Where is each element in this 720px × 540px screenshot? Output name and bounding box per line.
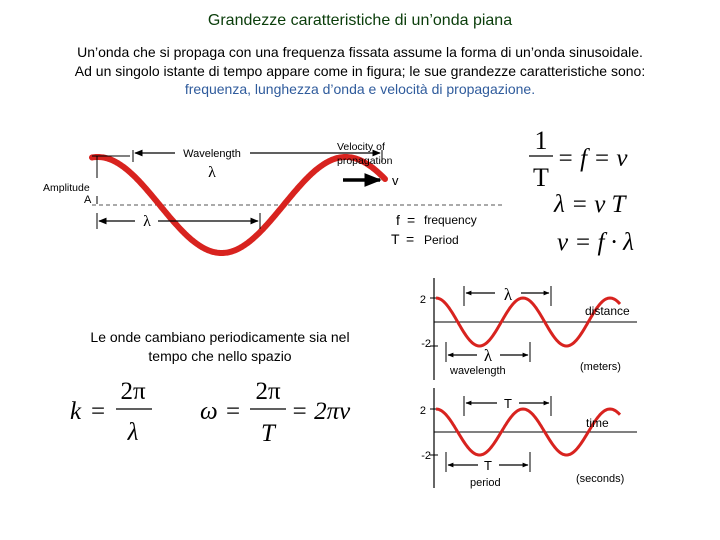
k-formula [70, 378, 152, 446]
time-t-bottom: T [484, 458, 492, 473]
space-axis-label: distance [585, 304, 630, 318]
t-equals: = [406, 231, 415, 247]
omega-denominator: T [261, 420, 275, 447]
space-y-top: 2 [419, 294, 426, 306]
omega-symbol: ω [200, 398, 218, 425]
amplitude-symbol: A [84, 194, 92, 206]
omega-numerator: 2π [255, 378, 281, 405]
formula-1-numerator: 1 [534, 126, 548, 155]
space-under-label: wavelength [450, 365, 506, 377]
wavelength-label: Wavelength [183, 148, 241, 160]
f-equals: = [407, 212, 416, 228]
t-symbol: T [391, 231, 400, 247]
time-plot [420, 388, 637, 489]
space-lambda-top: λ [503, 285, 513, 304]
formula-1-rest: = f = ν [557, 145, 628, 172]
formula-2: λ = v T [554, 191, 626, 218]
omega-rest: = 2πν [291, 398, 351, 425]
lambda-symbol-2: λ [143, 213, 151, 230]
k-symbol: k [70, 398, 82, 425]
velocity-label-2: propagation [337, 155, 393, 167]
t-text: Period [424, 233, 459, 247]
omega-equals: = [226, 398, 241, 425]
time-axis-label: time [586, 416, 609, 430]
f-text: frequency [424, 213, 477, 227]
omega-formula [200, 378, 351, 447]
amplitude-label: Amplitude [43, 182, 90, 194]
f-symbol: f [396, 212, 400, 228]
k-denominator: λ [127, 419, 139, 446]
k-numerator: 2π [120, 378, 146, 405]
velocity-symbol: v [392, 173, 399, 188]
formula-3: v = f · λ [557, 229, 634, 256]
caption-line-2: tempo che nello spazio [148, 348, 292, 364]
space-y-bottom: -2 [421, 338, 431, 350]
space-lambda-bottom: λ [483, 346, 493, 365]
time-y-top: 2 [419, 405, 426, 417]
k-equals: = [91, 398, 106, 425]
intro-line-2: Ad un singolo istante di tempo appare come in figura; le sue grandezze caratteristiche sono: [74, 62, 646, 79]
intro-line-1: Un’onda che si propaga con una frequenza fissata assume la forma di un’onda sinusoidale. [77, 44, 643, 60]
time-under-label: period [470, 477, 501, 489]
time-t-top: T [504, 396, 512, 411]
time-y-bottom: -2 [421, 450, 431, 462]
wave-diagram [43, 141, 505, 253]
time-unit: (seconds) [576, 473, 625, 485]
velocity-label-1: Velocity of [337, 141, 385, 153]
space-unit: (meters) [580, 361, 621, 373]
caption [60, 328, 380, 366]
wavelength-lambda: λ [208, 164, 216, 181]
space-plot [420, 278, 637, 380]
intro-line-3: frequenza, lunghezza d’onda e velocità di propagazione. [184, 81, 536, 97]
formula-1-denominator: T [533, 163, 549, 192]
page-title: Grandezze caratteristiche di un’onda piana [207, 12, 513, 29]
formula-block [529, 126, 634, 256]
caption-line-1: Le onde cambiano periodicamente sia nel [90, 329, 350, 345]
